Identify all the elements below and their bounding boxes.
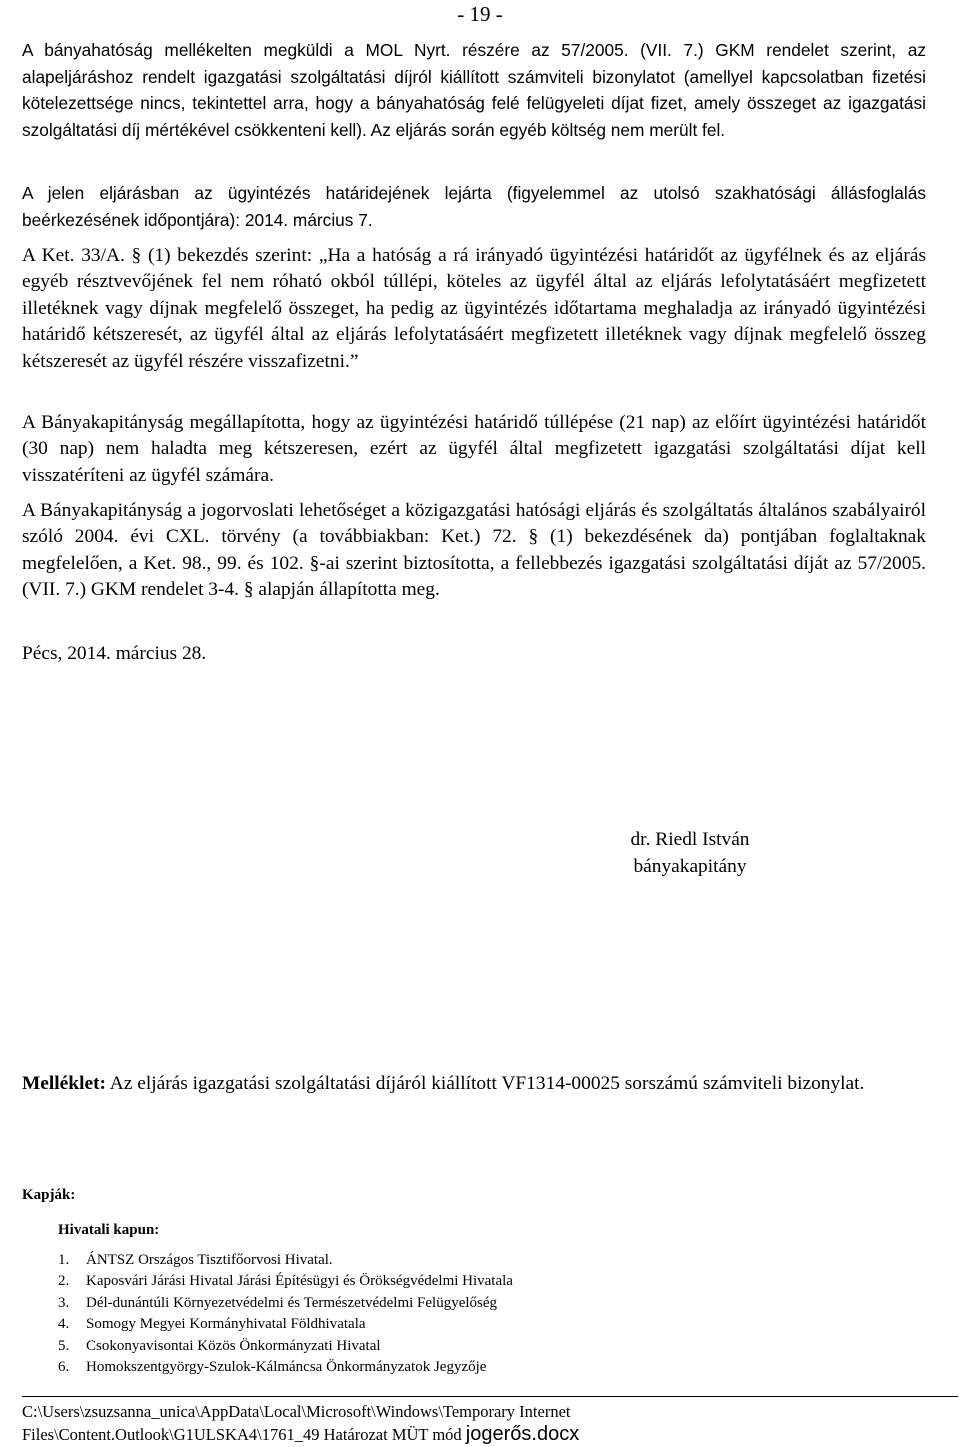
list-item-text: Kaposvári Járási Hivatal Járási Építésügyi és Örökségvédelmi Hivatala bbox=[86, 1273, 513, 1290]
list-item bbox=[22, 1357, 722, 1378]
attachment-note bbox=[22, 1071, 926, 1097]
list-item-text: Csokonyavisontai Közös Önkormányzati Hivatal bbox=[86, 1337, 381, 1354]
footer-path-filename: jogerős.docx bbox=[465, 1423, 580, 1445]
signatory-title: bányakapitány bbox=[633, 856, 747, 877]
paragraph-ket-quote: A Ket. 33/A. § (1) bekezdés szerint: „Ha a hatóság a rá irányadó ügyintézési határidőt az ügyfélnek és az eljárás egyéb résztvevőjének fel nem róható okból túllépi, köteles az ügyfél által az eljárás lefolytatásáért megfizetett illetéknek vagy díjnak megfelelő összeget, ha pedig az ügyintézés időtartama meghaladja az irányadó ügyintézési határidő kétszeresét, az ügyfél által az eljárás lefolytatásáért megfizetett illetéknek vagy díjnak megfelelő összeg kétszeresét az ügyfél részére visszafizetni.” bbox=[22, 245, 926, 372]
list-item bbox=[22, 1314, 722, 1335]
signatory-name: dr. Riedl István bbox=[630, 829, 750, 850]
footer-path-text: Files\Content.Outlook\G1ULSKA4\1761_49 Határozat MÜT mód bbox=[22, 1425, 466, 1444]
list-item-text: ÁNTSZ Országos Tisztifőorvosi Hivatal. bbox=[86, 1252, 333, 1268]
signature-block bbox=[560, 826, 820, 880]
attachment-label: Melléklet: bbox=[22, 1073, 106, 1094]
paragraph-legal-remedy: A Bányakapitányság a jogorvoslati lehetőséget a közigazgatási hatósági eljárás és szolgáltatás általános szabályairól szóló 2004. évi CXL. törvény (a továbbiakban: Ket.) 72. § (1) bekezdésének da) pontjában foglaltaknak megfelelően, a Ket. 98., 99. és 102. §-ai szerint biztosította, a fellebbezés igazgatási szolgáltatási díját az 57/2005. (VII. 7.) GKM rendelet 3-4. § alapján állapította meg. bbox=[22, 500, 926, 601]
list-item-text: Dél-dunántúli Környezetvédelmi és Természetvédelmi Felügyelőség bbox=[86, 1294, 498, 1311]
list-item bbox=[22, 1293, 722, 1314]
recipients-subheading: Hivatali kapun: bbox=[58, 1222, 160, 1238]
place-date: Pécs, 2014. március 28. bbox=[22, 643, 207, 664]
footer-path-line-2 bbox=[22, 1423, 579, 1446]
page-number: - 19 - bbox=[457, 2, 503, 26]
list-item-number: 5. bbox=[58, 1337, 70, 1354]
list-item-number: 2. bbox=[58, 1273, 70, 1290]
list-item bbox=[22, 1271, 722, 1292]
paragraph-fee-notice: A bányahatóság mellékelten megküldi a MOL Nyrt. részére az 57/2005. (VII. 7.) GKM rendelet szerint, az alapeljáráshoz rendelt igazgatási szolgáltatási díjról kiállított számviteli bizonylatot (amellyel kapcsolatban fizetési kötelezettsége nincs, tekintettel arra, hogy a bányahatóság felé felügyeleti díjat fizet, amely összeget az igazgatási szolgáltatási díj mértékével csökkenteni kell). Az eljárás során egyéb költség nem merült fel. bbox=[22, 40, 926, 140]
recipients-list bbox=[22, 1250, 722, 1378]
recipients-heading: Kapják: bbox=[22, 1187, 76, 1203]
list-item-number: 4. bbox=[58, 1316, 70, 1333]
footer-file-path bbox=[22, 1401, 579, 1446]
footer-path-line-1: C:\Users\zsuzsanna_unica\AppData\Local\Microsoft\Windows\Temporary Internet bbox=[22, 1402, 571, 1421]
list-item-number: 6. bbox=[58, 1359, 70, 1376]
list-item-text: Somogy Megyei Kormányhivatal Földhivatala bbox=[86, 1316, 366, 1333]
list-item-text: Homokszentgyörgy-Szulok-Kálmáncsa Önkormányzatok Jegyzője bbox=[86, 1359, 487, 1376]
list-item-number: 1. bbox=[58, 1252, 70, 1268]
attachment-text: Az eljárás igazgatási szolgáltatási díjáról kiállított VF1314-00025 sorszámú számviteli bizonylat. bbox=[105, 1073, 865, 1094]
paragraph-deadline: A jelen eljárásban az ügyintézés határidejének lejárta (figyelemmel az utolsó szakhatósági állásfoglalás beérkezésének időpontjára): 2014. március 7. bbox=[22, 183, 926, 230]
paragraph-finding: A Bányakapitányság megállapította, hogy az ügyintézési határidő túllépése (21 nap) az előírt ügyintézési határidőt (30 nap) nem haladta meg kétszeresen, ezért az ügyfél által megfizetett igazgatási szolgáltatási díjat kell visszatéríteni az ügyfél számára. bbox=[22, 412, 926, 486]
list-item bbox=[22, 1250, 722, 1271]
list-item bbox=[22, 1336, 722, 1357]
list-item-number: 3. bbox=[58, 1294, 70, 1311]
footer-divider bbox=[22, 1396, 958, 1397]
